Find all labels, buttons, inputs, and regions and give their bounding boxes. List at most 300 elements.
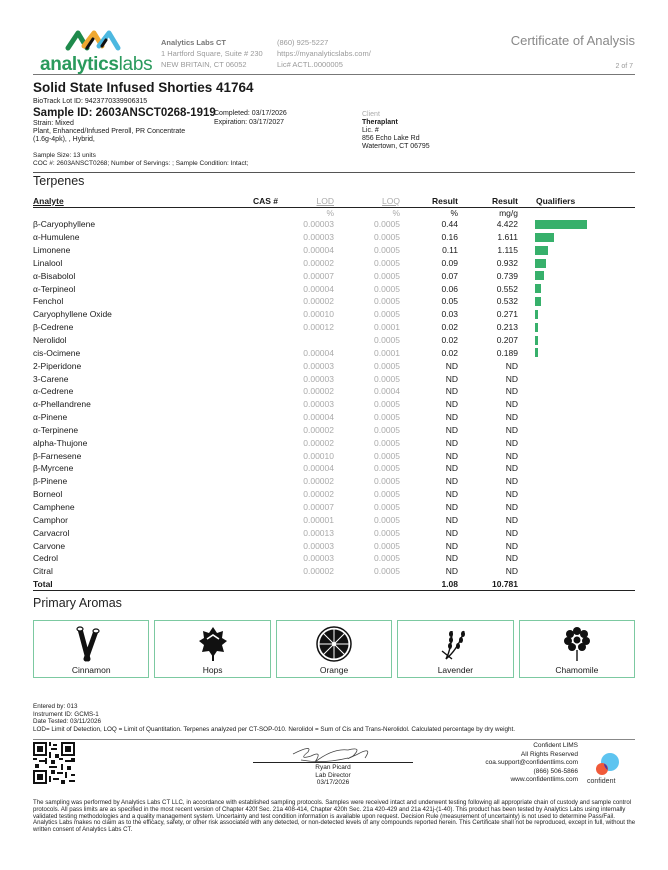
total-label: Total — [33, 578, 243, 591]
result-mgg-cell: ND — [505, 424, 518, 435]
result-pct-cell: ND — [445, 527, 458, 538]
table-row — [33, 372, 635, 385]
result-mgg-cell: ND — [505, 514, 518, 525]
table-row — [33, 269, 635, 282]
analyte-cell: Citral — [33, 566, 53, 577]
cas-cell — [243, 257, 278, 270]
cas-cell — [243, 308, 278, 321]
qualifier-cell — [518, 488, 635, 501]
qualifier-cell — [518, 424, 635, 437]
result-pct-cell: ND — [445, 501, 458, 512]
client-street: 856 Echo Lake Rd — [362, 135, 420, 142]
terpenes-section-title: Terpenes — [33, 174, 85, 188]
result-mgg-cell: 0.271 — [496, 309, 518, 320]
cas-cell — [243, 552, 278, 565]
table-row — [33, 359, 635, 372]
loq-cell: 0.0005 — [374, 270, 400, 281]
analyte-cell: β-Pinene — [33, 476, 68, 487]
analyte-cell: α-Terpinene — [33, 424, 79, 435]
lod-cell: 0.00003 — [303, 540, 334, 551]
qualifier-cell — [518, 411, 635, 424]
col-result-pct: Result — [400, 195, 458, 207]
result-pct-cell: ND — [445, 450, 458, 461]
cas-cell — [243, 436, 278, 449]
result-mgg-cell: ND — [505, 386, 518, 397]
unit-result-mgg: mg/g — [499, 207, 518, 218]
lab-website[interactable]: https://myanalyticslabs.com/ — [277, 49, 371, 58]
lims-website[interactable]: www.confidentlims.com — [510, 776, 578, 783]
orange-icon — [315, 625, 353, 663]
result-pct-cell: 0.05 — [441, 296, 458, 307]
cas-cell — [243, 424, 278, 437]
qualifier-cell — [518, 565, 635, 578]
table-row — [33, 385, 635, 398]
result-mgg-cell: 1.115 — [497, 245, 518, 256]
document-title: Certificate of Analysis — [510, 33, 635, 48]
result-pct-cell: ND — [445, 360, 458, 371]
loq-cell: 0.0005 — [374, 283, 400, 294]
lavender-icon — [438, 625, 472, 663]
qualifier-cell — [518, 321, 635, 334]
loq-cell: 0.0005 — [374, 296, 400, 307]
qualifier-cell — [518, 475, 635, 488]
lod-cell: 0.00002 — [303, 424, 334, 435]
result-mgg-cell: 0.207 — [496, 335, 518, 346]
cas-cell — [243, 218, 278, 231]
empty-cell — [518, 578, 635, 591]
analyte-cell: Nerolidol — [33, 335, 67, 346]
test-notes — [33, 703, 515, 733]
empty-cell — [243, 578, 278, 591]
qualifier-cell — [518, 269, 635, 282]
client-name: Theraplant — [362, 119, 398, 126]
analyte-cell: Carvone — [33, 540, 66, 551]
cas-cell — [243, 488, 278, 501]
lod-cell — [278, 334, 334, 347]
sample-size: Sample Size: 13 units — [33, 152, 96, 159]
result-pct-cell: ND — [445, 540, 458, 551]
loq-cell: 0.0005 — [374, 540, 400, 551]
aroma-label: Orange — [319, 665, 349, 675]
loq-cell: 0.0005 — [374, 437, 400, 448]
table-row — [33, 244, 635, 257]
result-bar — [535, 348, 538, 357]
cinnamon-icon — [74, 625, 108, 663]
unit-loq: % — [392, 207, 400, 218]
result-pct-cell: ND — [445, 476, 458, 487]
analyte-cell: α-Humulene — [33, 232, 80, 243]
confident-wordmark: confident — [587, 778, 616, 785]
result-mgg-cell: 0.532 — [496, 296, 518, 307]
analyte-cell: β-Caryophyllene — [33, 219, 96, 230]
analyte-cell: α-Cedrene — [33, 386, 74, 397]
result-mgg-cell: ND — [505, 489, 518, 500]
analyte-cell: Limonene — [33, 245, 71, 256]
result-pct-cell: 0.07 — [441, 270, 458, 281]
aroma-card-cinnamon — [33, 620, 149, 678]
loq-cell: 0.0005 — [374, 463, 400, 474]
empty-cell — [334, 578, 400, 591]
qualifier-cell — [518, 462, 635, 475]
table-row — [33, 436, 635, 449]
lod-cell: 0.00003 — [303, 360, 334, 371]
analyte-cell: β-Farnesene — [33, 450, 82, 461]
cas-cell — [243, 462, 278, 475]
analyte-cell: α-Pinene — [33, 412, 68, 423]
result-bar — [535, 233, 554, 242]
analyte-cell: Camphene — [33, 501, 75, 512]
instrument-id: Instrument ID: GCMS-1 — [33, 710, 99, 718]
qualifier-cell — [518, 295, 635, 308]
legend-note: LOD= Limit of Detection, LOQ = Limit of Quantitation. Terpenes analyzed per CT-SOP-010. Nerolidol = Sum of Cis and Trans-Nerolidol. Calculated percentage by dry weight. — [33, 725, 516, 733]
chamomile-icon — [560, 625, 594, 663]
lod-cell: 0.00007 — [303, 501, 334, 512]
qualifier-cell — [518, 308, 635, 321]
qualifier-cell — [518, 552, 635, 565]
lod-cell: 0.00003 — [303, 553, 334, 564]
lims-info — [470, 742, 578, 785]
aromas-grid — [33, 620, 635, 678]
qualifier-cell — [518, 398, 635, 411]
disclaimer: The sampling was performed by Analytics Labs CT LLC, in accordance with established sampling protocols. Samples were received intact and underwent testing following all appropriate chain of custody and sample control protocols. All pass limits are as specified in the most recent version of Chapter 420f Sec. 21a 408-414, Chapter 420h Sec. 21a 420-429 and 21a 421j-(1-40). This product has been tested by Analytics Labs using internally validated testing methodologies and a quality management system. Uncertainty and test condition information is available upon request. Decision Rule (measurement of uncertainty) is not used to determine Pass/Fail. Analytics Labs makes no claim as to the efficacy, safety, or other risk associated with any detected, or non-detected levels of any compounds reported herein. This Certificate shall not be reproduced, except in full, without the written consent of Analytics Labs CT. — [33, 799, 636, 834]
empty-cell — [278, 578, 334, 591]
loq-cell: 0.0005 — [374, 309, 400, 320]
qualifier-cell — [518, 526, 635, 539]
table-row — [33, 424, 635, 437]
aroma-card-orange — [276, 620, 392, 678]
loq-cell: 0.0005 — [374, 424, 400, 435]
qualifier-cell — [518, 436, 635, 449]
analyte-cell: α-Phellandrene — [33, 399, 91, 410]
table-header-row — [33, 195, 635, 207]
coc-info: COC #: 2603ANSCT0268; Number of Servings: ; Sample Condition: Intact; — [33, 159, 249, 167]
aroma-label: Lavender — [437, 665, 474, 675]
table-row — [33, 539, 635, 552]
analyte-cell: Cedrol — [33, 553, 59, 564]
result-pct-cell: ND — [445, 386, 458, 397]
result-bar — [535, 220, 587, 229]
result-bar — [535, 310, 538, 319]
qualifier-cell — [518, 218, 635, 231]
aroma-label: Cinnamon — [71, 665, 111, 675]
qualifier-cell — [518, 449, 635, 462]
col-loq: LOQ — [334, 195, 400, 207]
lab-contact — [277, 37, 371, 70]
table-row — [33, 565, 635, 578]
result-pct-cell: ND — [445, 399, 458, 410]
loq-cell: 0.0005 — [374, 257, 400, 268]
result-mgg-cell: ND — [505, 399, 518, 410]
lod-cell: 0.00004 — [303, 463, 334, 474]
unit-lod: % — [326, 207, 334, 218]
address-line-2: NEW BRITAIN, CT 06052 — [161, 60, 247, 69]
cas-cell — [243, 501, 278, 514]
qualifier-cell — [518, 244, 635, 257]
cas-cell — [243, 321, 278, 334]
lod-cell: 0.00002 — [303, 437, 334, 448]
entered-by: Entered by: 013 — [33, 703, 78, 710]
loq-cell: 0.0005 — [374, 476, 400, 487]
cas-cell — [243, 372, 278, 385]
cas-cell — [243, 231, 278, 244]
analyte-cell: 3-Carene — [33, 373, 69, 384]
completed-date: Completed: 03/17/2026 — [214, 110, 287, 117]
table-row — [33, 462, 635, 475]
result-pct-cell: 0.02 — [441, 335, 458, 346]
aroma-label: Hops — [202, 665, 223, 675]
result-mgg-cell: 0.213 — [496, 322, 518, 333]
loq-cell: 0.0005 — [374, 489, 400, 500]
cas-cell — [243, 269, 278, 282]
signature-date: 03/17/2026 — [316, 779, 350, 786]
result-pct-cell: ND — [445, 412, 458, 423]
result-mgg-cell: ND — [505, 437, 518, 448]
qualifier-cell — [518, 346, 635, 359]
analyte-cell: Borneol — [33, 489, 63, 500]
col-cas: CAS # — [243, 195, 278, 207]
lod-cell: 0.00004 — [303, 283, 334, 294]
col-qualifiers: Qualifiers — [518, 195, 635, 207]
result-mgg-cell: 0.189 — [496, 347, 518, 358]
table-row — [33, 295, 635, 308]
result-pct-cell: ND — [445, 463, 458, 474]
loq-cell: 0.0005 — [374, 514, 400, 525]
result-pct-cell: ND — [445, 566, 458, 577]
lod-cell: 0.00004 — [303, 347, 334, 358]
qr-code-icon[interactable] — [33, 742, 75, 784]
aroma-card-hops — [154, 620, 270, 678]
product-type: Plant, Enhanced/Infused Preroll, PR Concentrate — [33, 128, 186, 135]
result-bar — [535, 271, 544, 280]
table-row — [33, 231, 635, 244]
client-license: Lic. # — [362, 127, 379, 134]
loq-cell: 0.0005 — [374, 245, 400, 256]
lod-cell: 0.00003 — [303, 399, 334, 410]
result-bar — [535, 323, 538, 332]
result-bar — [535, 297, 541, 306]
cas-cell — [243, 411, 278, 424]
result-mgg-cell: ND — [505, 463, 518, 474]
unit-result-pct: % — [450, 207, 458, 218]
result-mgg-cell: ND — [505, 540, 518, 551]
address-line-1: 1 Hartford Square, Suite # 230 — [161, 49, 263, 58]
analyte-cell: Caryophyllene Oxide — [33, 309, 112, 320]
lims-phone: (866) 506-5866 — [533, 767, 578, 775]
aromas-section-title: Primary Aromas — [33, 596, 122, 610]
table-row — [33, 218, 635, 231]
cas-cell — [243, 385, 278, 398]
lod-cell: 0.00001 — [303, 514, 334, 525]
lod-cell: 0.00004 — [303, 412, 334, 423]
analyte-cell: alpha-Thujone — [33, 437, 88, 448]
aroma-label: Chamomile — [555, 665, 599, 675]
cas-cell — [243, 398, 278, 411]
cas-cell — [243, 449, 278, 462]
signature-line — [253, 762, 413, 763]
analyte-cell: α-Terpineol — [33, 283, 76, 294]
table-row — [33, 552, 635, 565]
lod-cell: 0.00004 — [303, 245, 334, 256]
table-row — [33, 475, 635, 488]
analytics-labs-logo — [33, 28, 151, 74]
lims-name: Confident LIMS — [533, 742, 578, 749]
lod-cell: 0.00002 — [303, 386, 334, 397]
loq-cell: 0.0005 — [374, 399, 400, 410]
loq-cell: 0.0005 — [374, 450, 400, 461]
logo-mark-icon — [65, 28, 125, 52]
loq-cell: 0.0005 — [374, 501, 400, 512]
page-number: 2 of 7 — [615, 63, 633, 70]
table-row — [33, 411, 635, 424]
sample-info — [33, 152, 248, 167]
analyte-cell: Fenchol — [33, 296, 64, 307]
lod-cell: 0.00002 — [303, 566, 334, 577]
qualifier-cell — [518, 372, 635, 385]
lims-email[interactable]: coa.support@confidentlims.com — [485, 759, 578, 766]
logo-wordmark: analyticslabs — [40, 54, 153, 75]
loq-cell: 0.0004 — [374, 386, 400, 397]
analyte-cell: 2-Piperidone — [33, 360, 82, 371]
lab-name: Analytics Labs CT — [161, 38, 227, 47]
result-bar — [535, 259, 546, 268]
result-mgg-cell: ND — [505, 566, 518, 577]
table-row — [33, 282, 635, 295]
table-row — [33, 321, 635, 334]
analyte-cell: cis-Ocimene — [33, 347, 81, 358]
lod-cell: 0.00012 — [303, 322, 334, 333]
cas-cell — [243, 359, 278, 372]
loq-cell: 0.0001 — [374, 322, 400, 333]
result-mgg-cell: 0.552 — [496, 283, 518, 294]
table-row — [33, 308, 635, 321]
signatory — [253, 764, 413, 787]
strain: Strain: Mixed — [33, 120, 74, 127]
cas-cell — [243, 539, 278, 552]
product-type-detail: (1.6g-4pk), , Hybrid, — [33, 136, 95, 143]
result-mgg-cell: ND — [505, 553, 518, 564]
lod-cell: 0.00003 — [303, 219, 334, 230]
loq-cell: 0.0005 — [374, 566, 400, 577]
qualifier-cell — [518, 501, 635, 514]
lod-cell: 0.00007 — [303, 270, 334, 281]
result-mgg-cell: ND — [505, 501, 518, 512]
result-bar — [535, 336, 538, 345]
result-pct-cell: ND — [445, 373, 458, 384]
expiration-date: Expiration: 03/17/2027 — [214, 118, 285, 126]
result-mgg-cell: ND — [505, 527, 518, 538]
qualifier-cell — [518, 231, 635, 244]
col-analyte: Analyte — [33, 195, 243, 207]
aroma-card-chamomile — [519, 620, 635, 678]
terpenes-table — [33, 195, 635, 591]
analyte-cell: α-Bisabolol — [33, 270, 76, 281]
lab-license: Lic# ACTL.0000005 — [277, 60, 343, 69]
loq-cell: 0.0005 — [374, 232, 400, 243]
lod-cell: 0.00010 — [303, 450, 334, 461]
cas-cell — [243, 295, 278, 308]
cas-cell — [243, 346, 278, 359]
cas-cell — [243, 513, 278, 526]
result-pct-cell: 0.09 — [441, 257, 458, 268]
table-row — [33, 526, 635, 539]
loq-cell: 0.0001 — [374, 347, 400, 358]
lab-address — [161, 37, 263, 70]
analyte-cell: Linalool — [33, 257, 63, 268]
result-pct-cell: 0.16 — [441, 232, 458, 243]
sample-id: Sample ID: 2603ANSCT0268-1919 — [33, 107, 216, 119]
page-header — [33, 28, 635, 75]
lod-cell: 0.00003 — [303, 232, 334, 243]
table-row — [33, 501, 635, 514]
lod-cell: 0.00002 — [303, 489, 334, 500]
table-row — [33, 257, 635, 270]
cas-cell — [243, 282, 278, 295]
result-mgg-cell: 4.422 — [496, 219, 518, 230]
result-bar — [535, 246, 548, 255]
lod-cell: 0.00002 — [303, 257, 334, 268]
analyte-cell: Carvacrol — [33, 527, 70, 538]
units-row — [33, 207, 635, 218]
result-mgg-cell: 0.932 — [496, 257, 518, 268]
loq-cell: 0.0005 — [374, 335, 400, 346]
cas-cell — [243, 334, 278, 347]
client-info — [362, 111, 430, 151]
result-mgg-cell: 1.611 — [497, 232, 518, 243]
result-mgg-cell: ND — [505, 450, 518, 461]
qualifier-cell — [518, 257, 635, 270]
dates — [214, 110, 287, 127]
analyte-cell: Camphor — [33, 514, 68, 525]
lims-rights: All Rights Reserved — [520, 750, 578, 758]
result-pct-cell: ND — [445, 489, 458, 500]
product-meta — [33, 120, 185, 144]
cas-cell — [243, 526, 278, 539]
analyte-cell: β-Cedrene — [33, 322, 74, 333]
date-tested: Date Tested: 03/11/2026 — [33, 718, 102, 726]
result-pct-cell: ND — [445, 424, 458, 435]
total-pct: 1.08 — [400, 578, 458, 591]
col-lod: LOD — [278, 195, 334, 207]
lab-phone: (860) 925-5227 — [277, 38, 329, 47]
loq-cell: 0.0005 — [374, 412, 400, 423]
table-row — [33, 449, 635, 462]
signatory-title: Lab Director — [315, 771, 351, 779]
hops-icon — [196, 625, 230, 663]
total-row — [33, 578, 635, 591]
biotrack-lot-id: BioTrack Lot ID: 9423770339906315 — [33, 98, 148, 105]
client-label: Client — [362, 111, 380, 118]
result-pct-cell: 0.06 — [441, 283, 458, 294]
qualifier-cell — [518, 385, 635, 398]
lod-cell: 0.00003 — [303, 373, 334, 384]
result-mgg-cell: ND — [505, 476, 518, 487]
loq-cell: 0.0005 — [374, 527, 400, 538]
qualifier-cell — [518, 513, 635, 526]
result-pct-cell: 0.44 — [441, 219, 458, 230]
result-pct-cell: 0.02 — [441, 347, 458, 358]
result-pct-cell: 0.11 — [442, 245, 458, 256]
table-row — [33, 488, 635, 501]
lod-cell: 0.00010 — [303, 309, 334, 320]
table-row — [33, 346, 635, 359]
loq-cell: 0.0005 — [374, 360, 400, 371]
client-city: Watertown, CT 06795 — [362, 143, 430, 150]
table-row — [33, 398, 635, 411]
result-mgg-cell: ND — [505, 360, 518, 371]
result-pct-cell: ND — [445, 437, 458, 448]
result-bar — [535, 284, 541, 293]
col-result-mgg: Result — [458, 195, 518, 207]
